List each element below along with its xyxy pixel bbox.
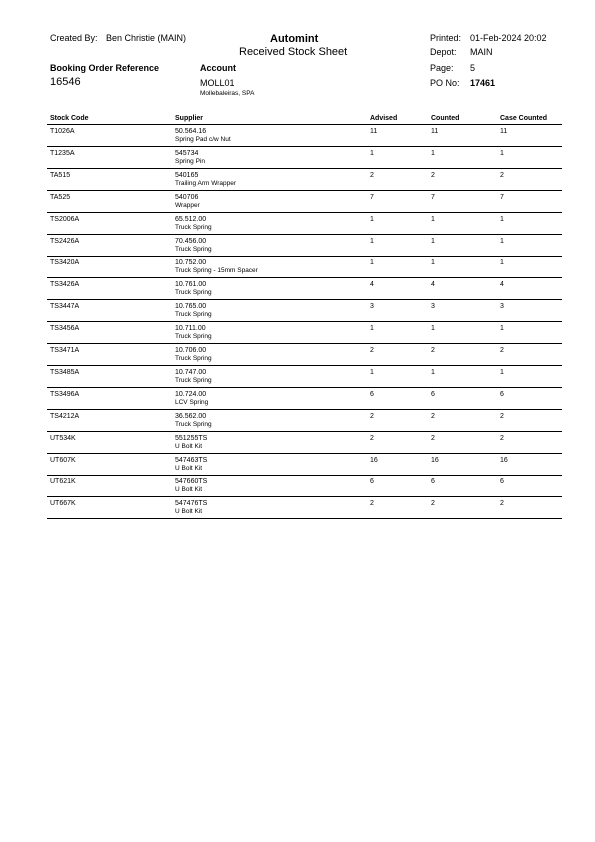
- counted-cell: 2: [431, 434, 435, 442]
- supplier-code-cell: 545734: [175, 149, 199, 157]
- stock-code-cell: TS3447A: [50, 303, 80, 311]
- company-name: Automint: [270, 33, 319, 45]
- counted-cell: 4: [431, 281, 435, 289]
- counted-cell: 6: [431, 390, 435, 398]
- case-counted-cell: 1: [500, 325, 504, 333]
- created-by-value: Ben Christie (MAIN): [106, 33, 187, 43]
- stock-code-cell: TS3456A: [50, 325, 80, 333]
- advised-cell: 1: [370, 368, 374, 376]
- description-cell: U Bolt Kit: [175, 442, 203, 450]
- description-cell: Trailing Arm Wrapper: [175, 179, 237, 187]
- stock-code-cell: TS2006A: [50, 215, 80, 223]
- row-rule: [47, 409, 562, 410]
- row-rule: [47, 256, 562, 257]
- description-cell: Truck Spring: [175, 376, 212, 384]
- row-rule: [47, 518, 562, 519]
- advised-cell: 1: [370, 149, 374, 157]
- advised-cell: 6: [370, 390, 374, 398]
- counted-cell: 1: [431, 368, 435, 376]
- printed-label: Printed:: [430, 33, 462, 43]
- case-counted-cell: 1: [500, 237, 504, 245]
- supplier-code-cell: 10.711.00: [175, 325, 206, 333]
- advised-cell: 3: [370, 303, 374, 311]
- supplier-code-cell: 10.765.00: [175, 303, 207, 311]
- col-header-advised: Advised: [370, 115, 398, 122]
- supplier-code-cell: 547660TS: [175, 478, 208, 486]
- supplier-code-cell: 547463TS: [175, 456, 208, 464]
- case-counted-cell: 2: [500, 434, 504, 442]
- stock-code-cell: UT607K: [50, 456, 76, 464]
- advised-cell: 2: [370, 500, 374, 508]
- description-cell: Spring Pad c/w Nut: [175, 136, 231, 143]
- supplier-code-cell: 10.752.00: [175, 259, 207, 267]
- advised-cell: 1: [370, 325, 374, 333]
- po-value: 17461: [470, 78, 496, 88]
- counted-cell: 2: [431, 412, 435, 420]
- account-code: MOLL01: [200, 78, 235, 88]
- stock-code-cell: UT667K: [50, 500, 76, 508]
- row-rule: [47, 431, 562, 432]
- stock-code-cell: TS3426A: [50, 281, 80, 289]
- advised-cell: 2: [370, 434, 374, 442]
- description-cell: Truck Spring: [175, 333, 212, 341]
- supplier-code-cell: 540165: [175, 171, 199, 179]
- po-label: PO No:: [430, 78, 460, 88]
- case-counted-cell: 1: [500, 368, 504, 376]
- supplier-code-cell: 50.564.16: [175, 128, 207, 135]
- description-cell: Truck Spring: [175, 355, 212, 362]
- stock-code-cell: TS3420A: [50, 259, 80, 267]
- row-rule: [47, 234, 562, 235]
- supplier-code-cell: 10.706.00: [175, 347, 207, 354]
- stock-code-cell: TA515: [50, 171, 71, 179]
- supplier-code-cell: 65.512.00: [175, 215, 207, 223]
- case-counted-cell: 3: [500, 303, 504, 311]
- supplier-code-cell: 10.724.00: [175, 390, 207, 398]
- case-counted-cell: 7: [500, 193, 504, 201]
- row-rule: [47, 453, 562, 454]
- counted-cell: 11: [431, 128, 439, 135]
- case-counted-cell: 11: [500, 128, 508, 135]
- description-cell: Wrapper: [175, 201, 200, 209]
- supplier-code-cell: 547476TS: [175, 500, 208, 508]
- case-counted-cell: 6: [500, 390, 504, 398]
- advised-cell: 4: [370, 281, 374, 289]
- description-cell: U Bolt Kit: [175, 486, 203, 494]
- advised-cell: 11: [370, 128, 378, 135]
- stock-code-cell: UT534K: [50, 434, 76, 442]
- case-counted-cell: 2: [500, 500, 504, 508]
- description-cell: Spring Pin: [175, 157, 205, 165]
- counted-cell: 3: [431, 303, 435, 311]
- row-rule: [47, 475, 562, 476]
- supplier-code-cell: 540706: [175, 193, 199, 201]
- counted-cell: 1: [431, 149, 435, 157]
- description-cell: Truck Spring: [175, 289, 212, 297]
- stock-code-cell: TS3471A: [50, 347, 80, 354]
- description-cell: Truck Spring: [175, 245, 212, 253]
- case-counted-cell: 16: [500, 456, 508, 464]
- case-counted-cell: 2: [500, 412, 504, 420]
- counted-cell: 7: [431, 193, 435, 201]
- stock-code-cell: TS3485A: [50, 368, 80, 376]
- advised-cell: 1: [370, 259, 374, 267]
- stock-code-cell: TS2426A: [50, 237, 80, 245]
- case-counted-cell: 6: [500, 478, 504, 486]
- col-header-stock-code: Stock Code: [50, 115, 89, 122]
- advised-cell: 2: [370, 171, 374, 179]
- counted-cell: 1: [431, 215, 435, 223]
- counted-cell: 1: [431, 259, 435, 267]
- row-rule: [47, 146, 562, 147]
- page-label: Page:: [430, 63, 454, 73]
- booking-ref-value: 16546: [50, 76, 81, 88]
- case-counted-cell: 2: [500, 171, 504, 179]
- description-cell: Truck Spring: [175, 223, 212, 231]
- report-title: Received Stock Sheet: [239, 46, 348, 58]
- advised-cell: 1: [370, 237, 374, 245]
- description-cell: LCV Spring: [175, 398, 209, 406]
- row-rule: [47, 299, 562, 300]
- case-counted-cell: 4: [500, 281, 504, 289]
- stock-code-cell: TS3496A: [50, 390, 80, 398]
- counted-cell: 2: [431, 171, 435, 179]
- col-header-case-counted: Case Counted: [500, 115, 548, 122]
- col-header-counted: Counted: [431, 115, 460, 122]
- supplier-code-cell: 36.562.00: [175, 412, 207, 420]
- advised-cell: 2: [370, 347, 374, 354]
- stock-code-cell: UT621K: [50, 478, 76, 486]
- row-rule: [47, 190, 562, 191]
- supplier-code-cell: 70.456.00: [175, 237, 207, 245]
- row-rule: [47, 168, 562, 169]
- case-counted-cell: 2: [500, 347, 504, 354]
- case-counted-cell: 1: [500, 259, 504, 267]
- row-rule: [47, 277, 562, 278]
- col-header-supplier: Supplier: [175, 115, 204, 122]
- counted-cell: 2: [431, 347, 435, 354]
- description-cell: U Bolt Kit: [175, 464, 203, 472]
- stock-code-cell: TS4212A: [50, 412, 80, 420]
- row-rule: [47, 212, 562, 213]
- account-label: Account: [200, 63, 236, 73]
- row-rule: [47, 365, 562, 366]
- row-rule: [47, 321, 562, 322]
- counted-cell: 16: [431, 456, 439, 464]
- row-rule: [47, 496, 562, 497]
- stock-code-cell: T1026A: [50, 128, 75, 135]
- description-cell: Truck Spring - 15mm Spacer: [175, 267, 258, 275]
- supplier-code-cell: 551255TS: [175, 434, 208, 442]
- counted-cell: 2: [431, 500, 435, 508]
- advised-cell: 1: [370, 215, 374, 223]
- depot-value: MAIN: [470, 47, 493, 57]
- page-value: 5: [470, 63, 476, 73]
- row-rule: [47, 343, 562, 344]
- counted-cell: 1: [431, 237, 435, 245]
- case-counted-cell: 1: [500, 215, 504, 223]
- description-cell: U Bolt Kit: [175, 508, 203, 516]
- printed-value: 01-Feb-2024 20:02: [470, 33, 547, 43]
- stock-code-cell: TA525: [50, 193, 71, 201]
- supplier-code-cell: 10.747.00: [175, 368, 207, 376]
- description-cell: Truck Spring: [175, 420, 212, 428]
- booking-ref-label: Booking Order Reference: [50, 63, 160, 73]
- advised-cell: 7: [370, 193, 374, 201]
- row-rule: [47, 387, 562, 388]
- advised-cell: 2: [370, 412, 374, 420]
- header-rule: [47, 124, 562, 125]
- advised-cell: 16: [370, 456, 378, 464]
- case-counted-cell: 1: [500, 149, 504, 157]
- depot-label: Depot:: [430, 47, 457, 57]
- advised-cell: 6: [370, 478, 374, 486]
- description-cell: Truck Spring: [175, 311, 212, 319]
- stock-code-cell: T1235A: [50, 149, 75, 157]
- supplier-code-cell: 10.761.00: [175, 281, 207, 289]
- counted-cell: 6: [431, 478, 435, 486]
- created-by-label: Created By:: [50, 33, 98, 43]
- counted-cell: 1: [431, 325, 435, 333]
- account-name: Mollebaleiras, SPA: [200, 90, 255, 97]
